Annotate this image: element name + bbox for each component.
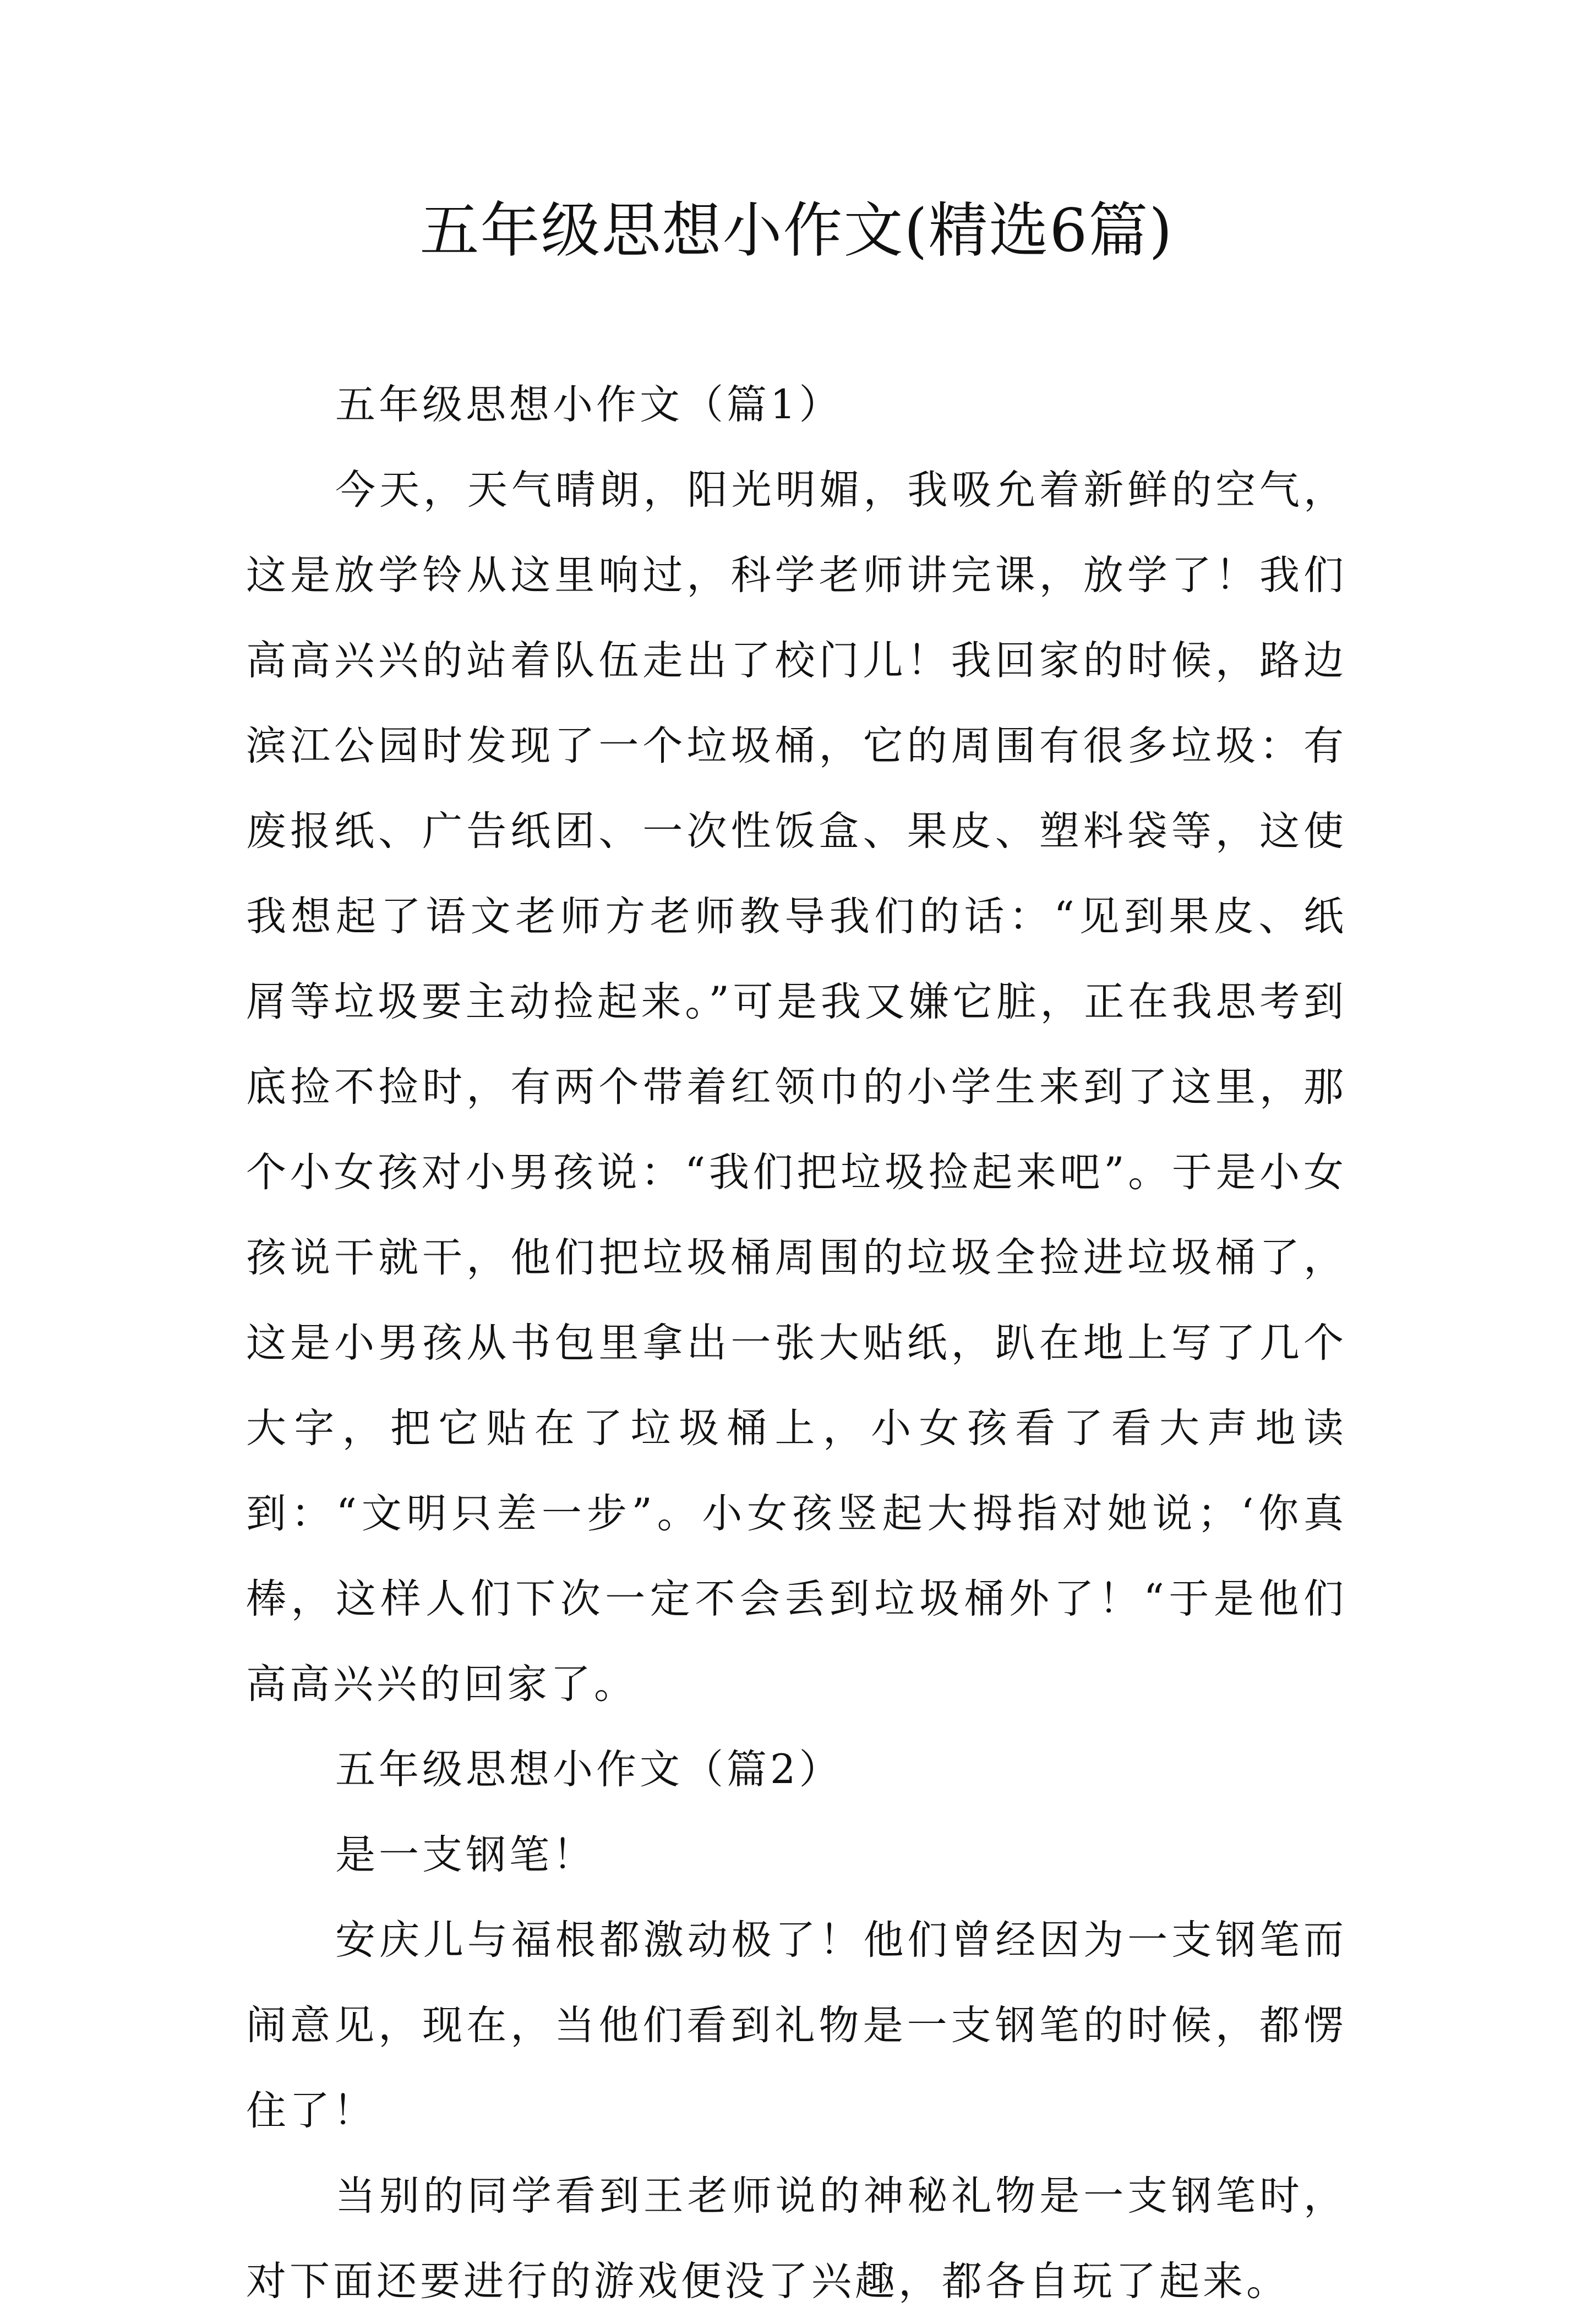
- document-body: [246, 362, 1347, 2324]
- paragraph-classmates: 当别的同学看到王老师说的神秘礼物是一支钢笔时，对下面还要进行的游戏便没了兴趣，都各自玩了起来。: [246, 2173, 1347, 2305]
- section-heading-1: 五年级思想小作文（篇1）: [335, 381, 843, 428]
- document-title: 五年级思想小作文(精选6篇): [419, 196, 1174, 265]
- section-heading-2: 五年级思想小作文（篇2）: [335, 1746, 843, 1793]
- paragraph-pen: 是一支钢笔！: [335, 1831, 596, 1878]
- paragraph-essay-1: 今天，天气晴朗，阳光明媚，我吸允着新鲜的空气，这是放学铃从这里响过，科学老师讲完课，放学了！我们高高兴兴的站着队伍走出了校门儿！我回家的时候，路边滨江公园时发现了一个垃圾桶，它的周围有很多垃圾：有废报纸、广告纸团、一次性饭盒、果皮、塑料袋等，这使我想起了语文老师方老师教导我们的话：“见到果皮、纸屑等垃圾要主动捡起来。”可是我又嫌它脏，正在我思考到底捡不捡时，有两个带着红领巾的小学生来到了这里，那个小女孩对小男孩说：“我们把垃圾捡起来吧”。于是小女孩说干就干，他们把垃圾桶周围的垃圾全捡进垃圾桶了，这是小男孩从书包里拿出一张大贴纸，趴在地上写了几个大字，把它贴在了垃圾桶上，小女孩看了看大声地读到：“文明只差一步”。小女孩竖起大拇指对她说；‘你真棒，这样人们下次一定不会丢到垃圾桶外了！“于是他们高高兴兴的回家了。: [246, 467, 1347, 1708]
- paragraph-excited: 安庆儿与福根都激动极了！他们曾经因为一支钢笔而闹意见，现在，当他们看到礼物是一支钢笔的时候，都愣住了！: [246, 1917, 1347, 2134]
